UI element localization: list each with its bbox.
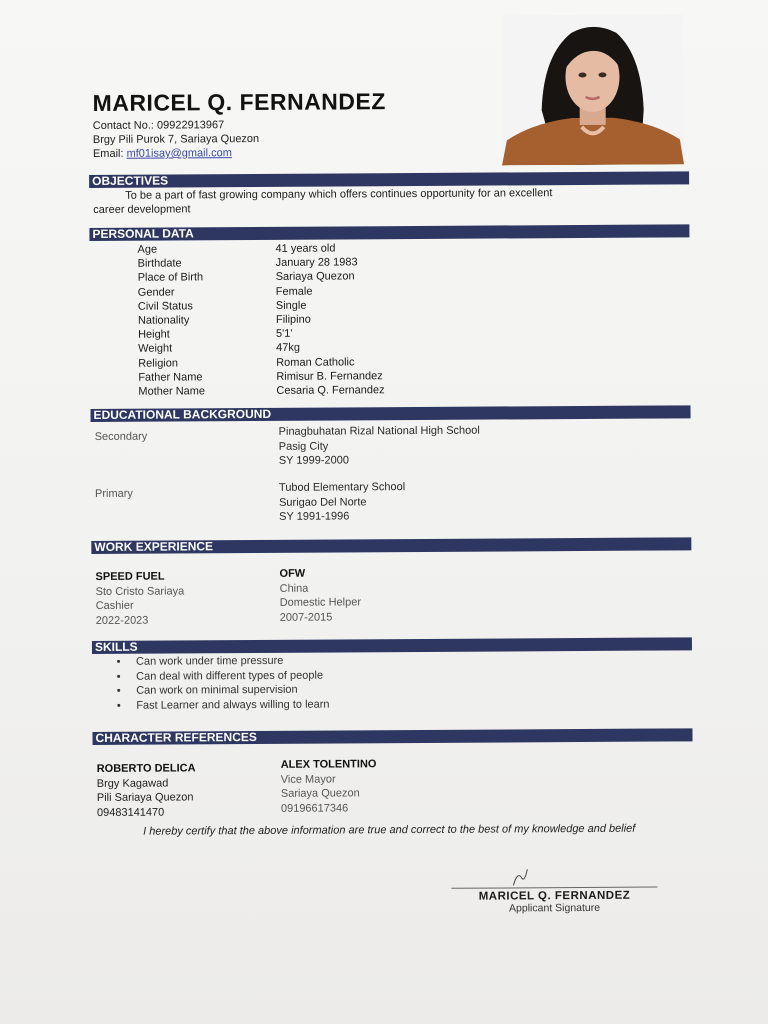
work-years: 2007-2015 <box>279 611 333 624</box>
primary-school-city: Surigao Del Norte <box>279 495 367 509</box>
personal-data-value: 47kg <box>276 342 301 355</box>
personal-data-value: Female <box>275 285 313 298</box>
secondary-school-year: SY 1999-2000 <box>278 454 349 467</box>
resume-sheet <box>88 0 704 1024</box>
reference-position: Brgy Kagawad <box>96 777 169 790</box>
personal-data-label: Height <box>138 328 170 341</box>
reference-position: Vice Mayor <box>280 773 336 786</box>
work-location: China <box>279 582 309 595</box>
secondary-school-name: Pinagbuhatan Rizal National High School <box>278 424 480 438</box>
primary-label: Primary <box>94 487 133 500</box>
signature-label: Applicant Signature <box>508 901 601 915</box>
reference-name: ALEX TOLENTINO <box>280 758 377 771</box>
skill-item: • Fast Learner and always willing to learn <box>130 698 329 714</box>
section-work-experience: WORK EXPERIENCE <box>91 537 691 554</box>
reference-entry <box>97 761 196 820</box>
reference-phone: 09483141470 <box>96 806 165 819</box>
section-skills: SKILLS <box>92 637 692 654</box>
email-label: Email: <box>92 147 124 160</box>
signature-scribble <box>451 863 657 888</box>
personal-data-value: Cesaria Q. Fernandez <box>276 384 385 397</box>
personal-data-label: Place of Birth <box>137 271 204 285</box>
personal-data-value: Filipino <box>275 313 311 326</box>
work-entry <box>95 569 184 628</box>
reference-address: Pili Sariaya Quezon <box>96 791 194 804</box>
personal-data-value: 5'1' <box>276 327 293 341</box>
secondary-school-block <box>279 424 480 469</box>
personal-data-value: 41 years old <box>275 242 336 255</box>
work-entry <box>279 566 361 624</box>
skill-item: • Can work under time pressure <box>130 654 329 670</box>
personal-data-values <box>275 241 384 398</box>
personal-data-label: Age <box>137 243 158 256</box>
primary-school-name: Tubod Elementary School <box>278 481 406 494</box>
primary-school-block <box>279 480 405 524</box>
email-link[interactable]: mf01isay@gmail.com <box>126 147 232 160</box>
reference-name: ROBERTO DELICA <box>96 762 196 775</box>
objective-line-1: To be a part of fast growing company which offers continues opportunity for an excellent <box>125 187 553 202</box>
skills-list <box>114 654 330 714</box>
personal-data-label: Mother Name <box>138 385 206 398</box>
email-row <box>93 146 259 161</box>
skill-item: • Can work on minimal supervision <box>130 683 329 699</box>
personal-data-label: Religion <box>138 357 179 370</box>
personal-data-value: Roman Catholic <box>276 356 355 369</box>
contact-number: Contact No.: 09922913967 <box>92 119 225 132</box>
personal-data-value: Sariaya Quezon <box>275 270 355 284</box>
personal-data-value: January 28 1983 <box>275 256 358 270</box>
secondary-school-city: Pasig City <box>278 440 329 453</box>
personal-data-label: Nationality <box>137 314 190 327</box>
work-years: 2022-2023 <box>95 614 149 627</box>
section-personal-data: PERSONAL DATA <box>89 224 689 241</box>
objective-line-2: career development <box>93 203 191 216</box>
address: Brgy Pili Purok 7, Sariaya Quezon <box>92 132 260 146</box>
skill-item: • Can deal with different types of people <box>130 668 329 684</box>
personal-data-value: Rimisur B. Fernandez <box>276 370 383 383</box>
personal-data-label: Gender <box>137 286 175 299</box>
personal-data-label: Weight <box>138 342 173 356</box>
contact-block <box>93 118 260 161</box>
personal-data-label: Birthdate <box>137 257 182 270</box>
personal-data-label: Father Name <box>138 371 203 384</box>
applicant-name: MARICEL Q. FERNANDEZ <box>92 88 386 116</box>
secondary-label: Secondary <box>94 430 148 443</box>
primary-school-year: SY 1991-1996 <box>279 510 350 523</box>
reference-phone: 09196617346 <box>280 801 349 815</box>
applicant-photo <box>501 14 684 165</box>
personal-data-labels <box>137 242 205 399</box>
signature-name: MARICEL Q. FERNANDEZ <box>451 887 657 903</box>
section-character-references: CHARACTER REFERENCES <box>92 728 692 745</box>
section-objectives: OBJECTIVES <box>89 171 689 188</box>
signature-block <box>451 863 657 915</box>
work-company: OFW <box>279 567 306 580</box>
section-education: EDUCATIONAL BACKGROUND <box>90 405 690 422</box>
work-position: Domestic Helper <box>279 596 362 609</box>
work-company: SPEED FUEL <box>95 570 165 583</box>
work-position: Cashier <box>95 599 134 612</box>
personal-data-value: Single <box>275 299 307 312</box>
personal-data-label: Civil Status <box>137 300 193 313</box>
reference-address: Sariaya Quezon <box>280 787 360 800</box>
reference-entry <box>281 757 377 816</box>
work-location: Sto Cristo Sariaya <box>95 584 185 598</box>
certification-statement: I hereby certify that the above information are true and correct to the best of my knowledge and belief <box>143 822 636 838</box>
